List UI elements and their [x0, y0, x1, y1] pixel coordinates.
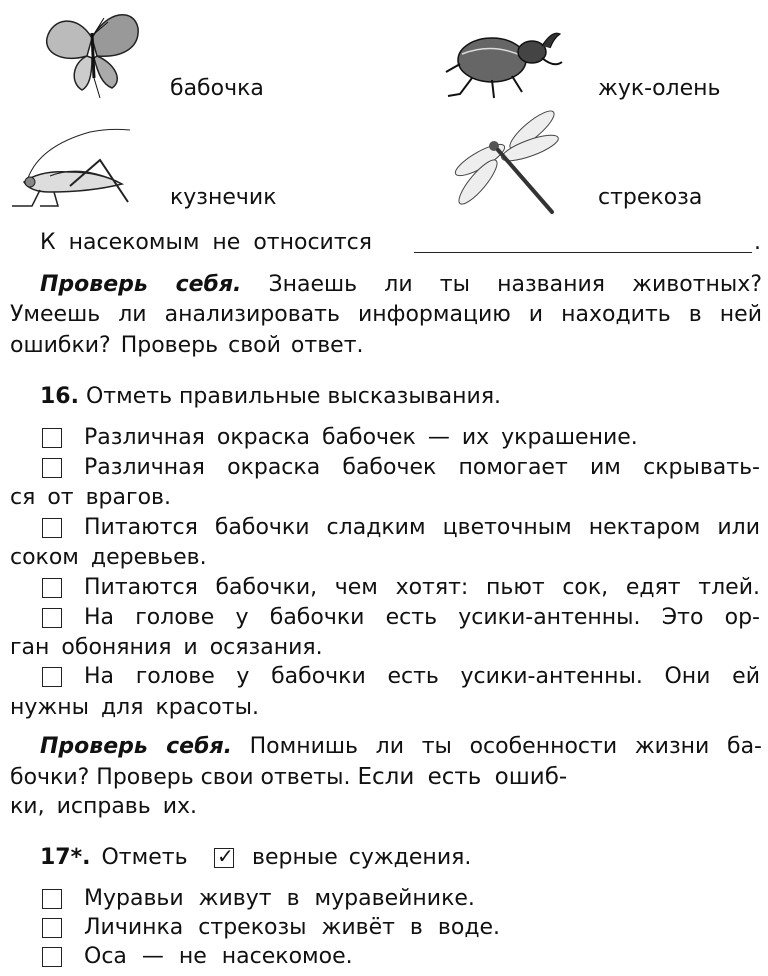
statement-17-3: Оса — не насекомое.	[84, 944, 353, 969]
statement-16-6-line2: нужны для красоты.	[10, 695, 259, 720]
check-self-2-label: Проверь себя.	[40, 734, 232, 759]
checkbox-17-3[interactable]	[42, 947, 62, 967]
butterfly-icon	[42, 8, 142, 100]
checkbox-16-1[interactable]	[42, 428, 62, 448]
checkbox-16-3[interactable]	[42, 518, 62, 538]
answer-blank-line[interactable]	[414, 252, 752, 253]
task-16-number: 16.	[40, 384, 79, 409]
checkbox-16-6[interactable]	[42, 667, 62, 687]
statement-17-1: Муравьи живут в муравейнике.	[84, 886, 475, 911]
check-self-2-line1: Проверь себя. Помнишь ли ты особенности жизни ба-	[40, 734, 762, 759]
not-insect-question: К насекомым не относится	[40, 230, 372, 255]
statement-16-3-line1: Питаются бабочки сладким цветочным нектаром или	[84, 515, 760, 540]
check-self-2-line3: ки, исправь их.	[10, 794, 198, 819]
check-self-1-label: Проверь себя.	[40, 272, 242, 297]
task-16-header	[40, 384, 501, 409]
task-17-header	[40, 845, 188, 870]
check-self-1-line1: Проверь себя. Знаешь ли ты названия животных?	[40, 272, 762, 297]
check-self-2-line2: бочки? Проверь свои ответы. Если есть ошиб-	[10, 764, 568, 790]
task-16-title: Отметь правильные высказывания.	[85, 384, 502, 409]
checkmark-sample-box	[214, 848, 234, 868]
checkbox-17-2[interactable]	[42, 918, 62, 938]
check-self-1-line2: Умеешь ли анализировать информацию и находить в ней	[10, 302, 762, 327]
statement-16-4: Питаются бабочки, чем хотят: пьют сок, едят тлей.	[84, 575, 760, 600]
statement-17-2: Личинка стрекозы живёт в воде.	[84, 915, 501, 940]
check-self-1-line3: ошибки? Проверь свой ответ.	[10, 333, 364, 358]
statement-16-6-line1: На голове у бабочки есть усики-антенны. Они ей	[84, 664, 760, 689]
insect-name-butterfly: бабочка	[170, 76, 264, 101]
statement-16-5-line1: На голове у бабочки есть усики-антенны. Это ор-	[84, 605, 760, 630]
grasshopper-icon	[10, 126, 136, 210]
checkbox-16-2[interactable]	[42, 458, 62, 478]
insect-name-stag-beetle: жук-олень	[598, 76, 721, 101]
statement-16-5-line2: ган обоняния и осязания.	[10, 635, 323, 660]
task-17-post: верные суждения.	[252, 845, 472, 870]
statement-16-3-line2: соком деревьев.	[10, 545, 207, 570]
statement-16-1: Различная окраска бабочек — их украшение.	[84, 425, 638, 450]
checkbox-17-1[interactable]	[42, 889, 62, 909]
statement-16-2-line2: ся от врагов.	[10, 485, 171, 510]
checkbox-16-5[interactable]	[42, 608, 62, 628]
task-17-pre: Отметь	[101, 845, 188, 870]
stag-beetle-icon	[442, 22, 564, 102]
statement-16-2-line1: Различная окраска бабочек помогает им скрывать-	[84, 455, 760, 480]
checkbox-16-4[interactable]	[42, 578, 62, 598]
question-end-dot: .	[754, 230, 761, 255]
insect-name-dragonfly: стрекоза	[598, 185, 703, 210]
dragonfly-icon	[452, 108, 564, 216]
insect-name-grasshopper: кузнечик	[170, 185, 277, 210]
task-17-number: 17*.	[40, 845, 91, 870]
